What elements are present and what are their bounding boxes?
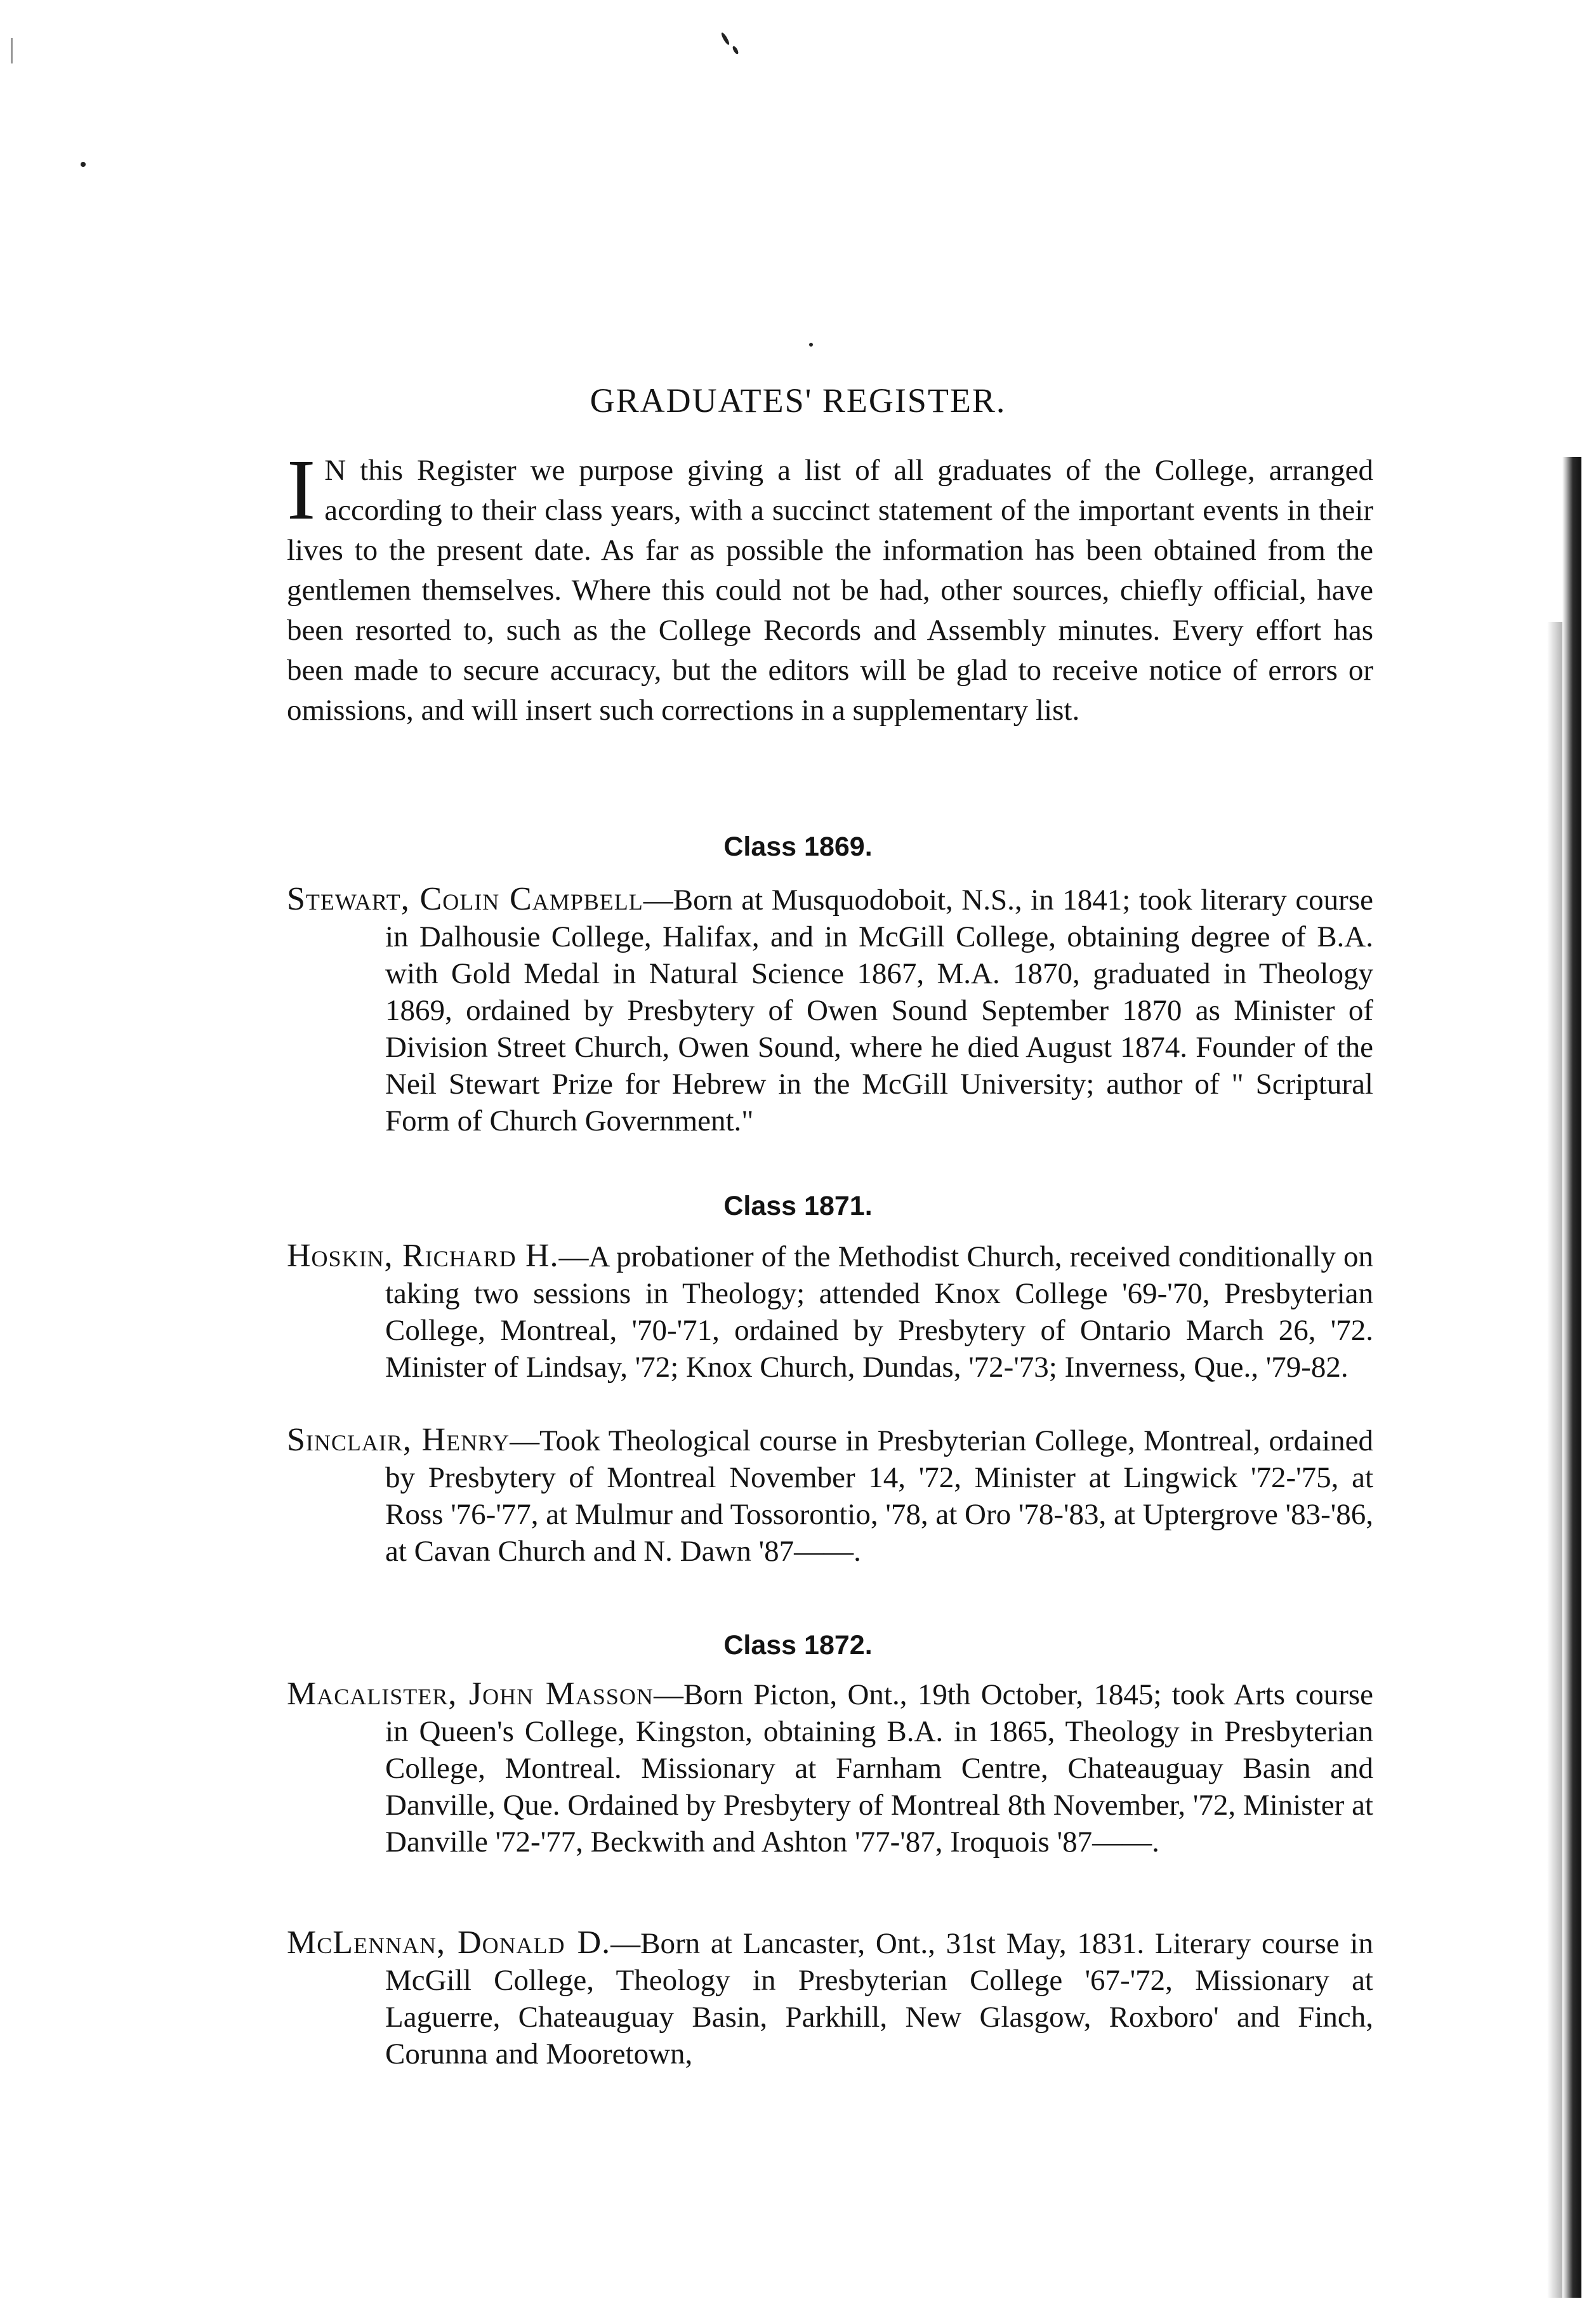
page-title: GRADUATES' REGISTER. bbox=[590, 381, 1006, 420]
scan-speck bbox=[809, 343, 813, 347]
register-entry bbox=[287, 1238, 1373, 1386]
entry-name: Macalister, John Masson bbox=[287, 1676, 654, 1712]
register-entry bbox=[287, 1925, 1373, 2072]
scan-speck bbox=[720, 32, 730, 46]
entry-text: —Took Theological course in Presbyterian College, Montreal, ordained by Presbytery of Montreal November 14, '72, Minister at Lingwick '72-'75, at Ross '76-'77, at Mulmur and Tossorontio, '78, at Oro '78-'83, at Uptergrove '83-'86, at Cavan Church and N. Dawn '87——. bbox=[385, 1424, 1373, 1568]
scan-speck bbox=[732, 45, 739, 55]
register-entry bbox=[287, 881, 1373, 1139]
scan-edge-shadow bbox=[1547, 622, 1562, 2298]
intro-text: N this Register we purpose giving a list of all graduates of the College, arranged according to their class years, with a succinct statement of the important events in their lives to the present date. As far as possible the information has been obtained from the gentlemen themselves. Where this could not be had, other sources, chiefly official, have been resorted to, such as the College Records and Assembly minutes. Every effort has been made to secure accuracy, but the editors will be glad to receive notice of errors or omissions, and will insert such corrections in a supplementary list. bbox=[287, 454, 1373, 727]
register-entry bbox=[287, 1676, 1373, 1860]
section-heading: Class 1869. bbox=[723, 832, 873, 862]
drop-cap: I bbox=[287, 442, 316, 538]
entry-text: —Born Picton, Ont., 19th October, 1845; took Arts course in Queen's College, Kingston, obtaining B.A. in 1865, Theology in Presbyterian College, Montreal. Missionary at Farnham Centre, Chateauguay Basin and Danville, Que. Ordained by Presbytery of Montreal 8th November, '72, Minister at Danville '72-'77, Beckwith and Ashton '77-'87, Iroquois '87——. bbox=[385, 1678, 1373, 1859]
scan-edge bbox=[1562, 457, 1581, 2298]
entry-name: Sinclair, Henry bbox=[287, 1422, 510, 1458]
entry-name: Hoskin, Richard H. bbox=[287, 1238, 559, 1274]
section-heading: Class 1872. bbox=[723, 1630, 873, 1660]
entry-text: —A probationer of the Methodist Church, received conditionally on taking two sessions in Theology; attended Knox College '69-'70, Presbyterian College, Montreal, '70-'71, ordained by Presbytery of Ontario March 26, '72. Minister of Lindsay, '72; Knox Church, Dundas, '72-'73; Inverness, Que., '79-82. bbox=[385, 1240, 1373, 1384]
register-entry bbox=[287, 1422, 1373, 1570]
entry-name: McLennan, Donald D. bbox=[287, 1925, 611, 1961]
section-heading: Class 1871. bbox=[723, 1191, 873, 1221]
scan-speck bbox=[81, 162, 86, 167]
entry-text: —Born at Musquodoboit, N.S., in 1841; took literary course in Dalhousie College, Halifax, and in McGill College, obtaining degree of B.A. with Gold Medal in Natural Science 1867, M.A. 1870, graduated in Theology 1869, ordained by Presbytery of Owen Sound September 1870 as Minister of Division Street Church, Owen Sound, where he died August 1874. Founder of the Neil Stewart Prize for Hebrew in the McGill University; author of " Scriptural Form of Church Government." bbox=[385, 884, 1373, 1137]
entry-name: Stewart, Colin Campbell bbox=[287, 881, 643, 917]
entry-text: —Born at Lancaster, Ont., 31st May, 1831. Literary course in McGill College, Theology in Presbyterian College '67-'72, Missionary at Laguerre, Chateauguay Basin, Parkhill, New Glasgow, Roxboro' and Finch, Corunna and Mooretown, bbox=[385, 1927, 1373, 2071]
intro-paragraph bbox=[287, 442, 1373, 731]
scan-speck bbox=[11, 38, 13, 63]
